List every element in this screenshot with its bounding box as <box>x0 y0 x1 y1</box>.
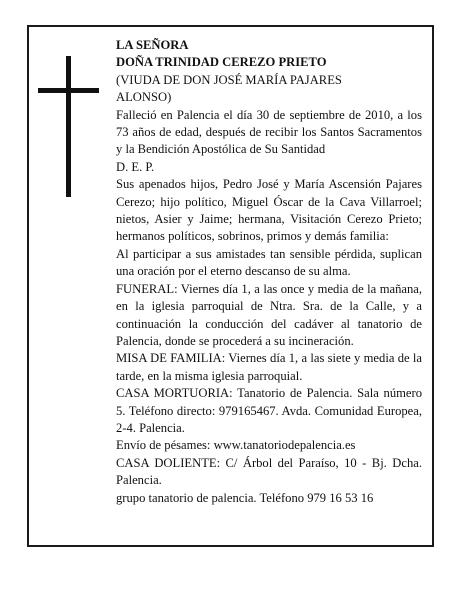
obituary-text <box>116 37 422 507</box>
cross-vertical-bar <box>66 56 71 197</box>
death-paragraph: Falleció en Palencia el día 30 de septiembre de 2010, a los 73 años de edad, después de recibir los Santos Sacramentos y la Bendición Apostólica de Su Santidad <box>116 107 422 157</box>
mourning-house-paragraph: CASA DOLIENTE: C/ Árbol del Paraíso, 10 - Bj. Dcha. Palencia. <box>116 455 422 488</box>
widow-line-2: ALONSO) <box>116 90 172 105</box>
deceased-name: DOÑA TRINIDAD CEREZO PRIETO <box>116 55 327 70</box>
dep-line: D. E. P. <box>116 159 155 174</box>
funeral-group-line: grupo tanatorio de palencia. Teléfono 979 16 53 16 <box>116 490 374 505</box>
cross-horizontal-bar <box>38 88 99 93</box>
funeral-paragraph: FUNERAL: Viernes día 1, a las once y media de la mañana, en la iglesia parroquial de Ntra. Sra. de la Calle, y a continuación la conducción del cadáver al tanatorio de Palencia, donde se procederá a su incineración. <box>116 281 422 348</box>
family-mass-paragraph: MISA DE FAMILIA: Viernes día 1, a las siete y media de la tarde, en la misma iglesia parroquial. <box>116 351 422 383</box>
mortuary-paragraph: CASA MORTUORIA: Tanatorio de Palencia. Sala número 5. Teléfono directo: 979165467. Avda. Comunidad Europea, 2-4. Palencia. <box>116 386 422 435</box>
request-paragraph: Al participar a sus amistades tan sensible pérdida, suplican una oración por el eterno descanso de su alma. <box>116 246 422 279</box>
widow-line-1: (VIUDA DE DON JOSÉ MARÍA PAJARES <box>116 72 342 87</box>
honorific: LA SEÑORA <box>116 38 189 52</box>
family-paragraph: Sus apenados hijos, Pedro José y María Ascensión Pajares Cerezo; hijo político, Miguel Óscar de la Cava Villarroel; nietos, Asier y Jaime; hermana, Visitación Cerezo Prieto; hermanos políticos, sobrinos, primos y demás familia: <box>116 177 422 244</box>
condolences-line: Envío de pésames: www.tanatoriodepalencia.es <box>116 438 356 453</box>
